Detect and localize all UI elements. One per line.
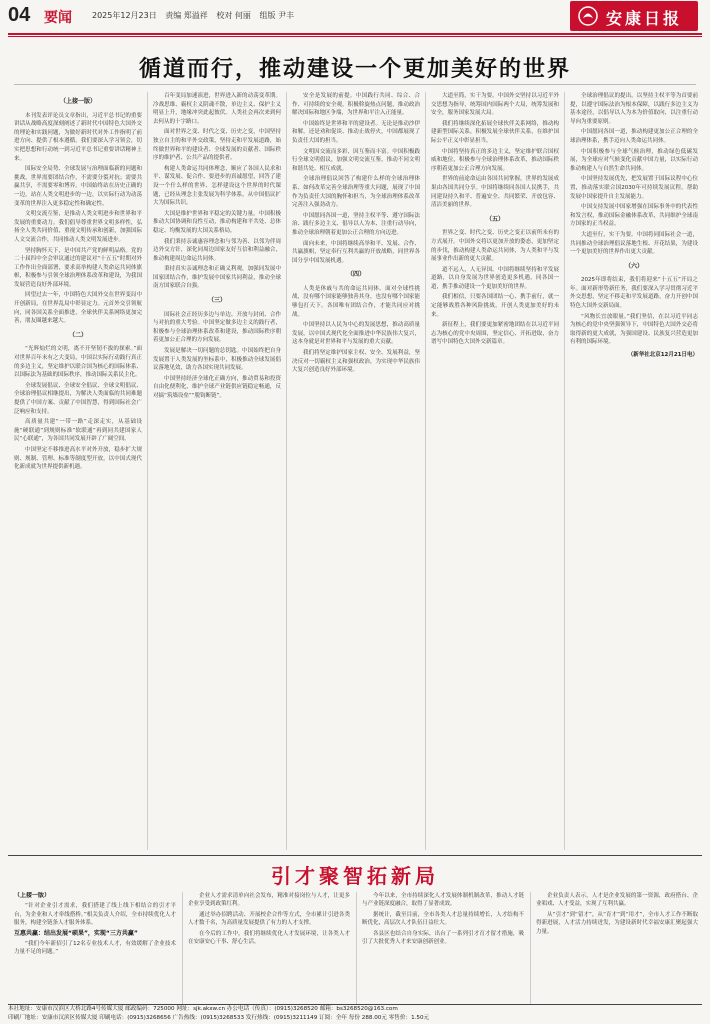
paragraph: 中国将坚持真正的多边主义，坚定维护联合国权威和地位，积极参与全球治理体系改革，推动国际秩序朝着更加公正合理方向发展。 [431, 148, 559, 172]
paragraph: 各县区也结合自身实际，出台了一系列引才育才留才措施，吸引了大批优秀人才来安康创新创业。 [362, 930, 524, 946]
paragraph: “风物长宜放眼量。”我们坚信，在以习近平同志为核心的党中央坚强领导下，中国特色大国外交必将取得新的更大成就，为强国建设、民族复兴营造更加有利的国际环境。 [570, 313, 698, 346]
proof-credit: 校对 何丽 [216, 11, 251, 20]
paragraph: “针对企业引才需求，我们搭建了线上线下相结合的引才平台，为企业和人才牵线搭桥。”相关负责人介绍，全市持续优化人才服务，构建全链条人才服务体系。 [14, 903, 176, 927]
section-marker: （上接一版） [14, 892, 51, 899]
article-column-3 [292, 92, 420, 850]
paragraph: 2025年即将结束，我们将迎来“十五五”开局之年。面对新形势新任务，我们要深入学习贯彻习近平外交思想，坚定不移走和平发展道路，奋力开创中国特色大国外交新局面。 [570, 277, 698, 310]
article-source: （新华社北京12月21日电） [627, 352, 698, 359]
paragraph: 我们将继续深化拓展全球伙伴关系网络，推动构建新型国际关系，积极发展全球伙伴关系，在维护国际公平正义中彰显担当。 [431, 120, 559, 144]
paragraph: 全球治理倡议的提出，以坚持主权平等为首要前提，以遵守国际法治为根本保障，以践行多边主义为基本途径，以倡导以人为本为价值取向，以注重行动导向为重要原则。 [570, 93, 698, 125]
subheading: 互惠共赢：结出发展“硕果”，实现“三方共赢” [14, 929, 138, 937]
paragraph: 百年变局加速演进，世界进入新的动荡变革期。冷战思维、霸权主义阴魂不散，单边主义、保护主义明显上升，地缘冲突此起彼伏。人类社会再次来到何去何从的十字路口。 [153, 93, 281, 125]
editor-credit: 责编 郑溢祥 [165, 11, 208, 20]
paragraph: 坚持胸怀天下，是中国共产党的鲜明品格。党的二十届四中全会审议通过的建议对“十五五”时期对外工作作出全面部署，要求高举构建人类命运共同体旗帜，积极参与引领全球治理体系改革和建设，为我国发展营造良好外部环境。 [14, 247, 142, 288]
article-column-4 [431, 92, 559, 850]
column-divider [425, 92, 426, 850]
section-marker: （五） [485, 215, 504, 223]
column-divider [356, 892, 357, 1004]
section-marker: （二） [68, 331, 87, 339]
paragraph: 中国愿同各国一道，推动构建更加公正合理的全球治理体系，携手迈向人类命运共同体。 [570, 129, 698, 144]
paragraph: 我们秉持亲诚惠容理念和与邻为善、以邻为伴周边外交方针，深化同周边国家友好互信和利益融合，推动构建周边命运共同体。 [153, 238, 281, 262]
layout-credit: 组版 尹丰 [259, 11, 294, 20]
paragraph: 国际社会正经历多边与单边、开放与封闭、合作与对抗的重大考验。中国坚定做多边主义的践行者，积极参与全球治理体系改革和建设，推动国际秩序朝着更加公正合理的方向发展。 [153, 311, 281, 344]
section-marker: （六） [624, 262, 643, 270]
article-column-5 [570, 92, 698, 850]
paragraph: 面向未来，中国将继续高举和平、发展、合作、共赢旗帜，坚定奉行互利共赢的开放战略，同世界各国分享中国发展机遇。 [292, 240, 420, 264]
paragraph: 文明因交流而多彩，因互鉴而丰富。中国积极践行全球文明倡议，加强文明交流互鉴，推动不同文明和谐共处、相互成就。 [292, 148, 420, 172]
article-column-1 [14, 92, 142, 850]
paragraph: 中国支持发展中国家增强在国际事务中的代表性和发言权，推动国际金融体系改革，共同维护全球南方国家的正当权益。 [570, 204, 698, 228]
article-column-2 [153, 92, 281, 850]
bottom-column-1 [14, 892, 176, 1004]
page-number: 04 [8, 4, 31, 26]
paragraph: 道不远人，人无异国。中国将继续坚持和平发展道路，以自身发展为世界创造更多机遇，同各国一道，携手推动建设一个更加美好的世界。 [431, 266, 559, 290]
column-divider [564, 92, 565, 850]
paragraph: 从“引才”到“留才”，从“育才”到“用才”，全市人才工作不断取得新进展，人才活力持续迸发，为建设新时代幸福安康汇聚起强大力量。 [536, 911, 698, 935]
page-header [0, 0, 710, 40]
paragraph: 安全是发展的前提。中国践行共同、综合、合作、可持续的安全观，积极斡旋热点问题，推动政治解决国际和地区争端，为世界和平注入正能量。 [292, 93, 420, 117]
paragraph: 人类是休戚与共的命运共同体。面对全球性挑战，没有哪个国家能够独善其身，也没有哪个国家能够包打天下。各国唯有团结合作，才能共同应对挑战。 [292, 285, 420, 318]
header-rule-thin [8, 36, 702, 37]
column-divider [147, 92, 148, 850]
paragraph: 中国积极参与全球气候治理，推动绿色低碳发展，为全球应对气候变化贡献中国力量，以实际行动推动构建人与自然生命共同体。 [570, 148, 698, 172]
issue-date: 2025年12月23日 [92, 11, 157, 20]
paragraph: “光辉灿烂的文明，离不开坚韧不拔的探索。”面对世界百年未有之大变局，中国以实际行动践行真正的多边主义，坚定维护以联合国为核心的国际体系、以国际法为基础的国际秩序，推动国际关系民主化。 [14, 346, 142, 379]
paragraph: 大国是维护世界和平稳定的关键力量。中国积极推动大国协调和良性互动，推动构建和平共处、总体稳定、均衡发展的大国关系格局。 [153, 210, 281, 234]
paragraph: 面对世界之变、时代之变、历史之变，中国坚持独立自主的和平外交政策，坚持走和平发展道路，始终做世界和平的建设者、全球发展的贡献者、国际秩序的维护者、公共产品的提供者。 [153, 129, 281, 162]
paragraph: 我们相信，只要各国团结一心、携手前行，就一定能够战胜各种风险挑战，开创人类更加美好的未来。 [431, 294, 559, 318]
paragraph: 发展是解决一切问题的总钥匙。中国始终把自身发展置于人类发展的坐标系中，积极推动全球发展倡议落地见效，助力各国实现共同发展。 [153, 348, 281, 372]
section-name: 要闻 [44, 10, 72, 26]
paragraph: 我们将坚定维护国家主权、安全、发展利益，坚决反对一切霸权主义和强权政治，为实现中华民族伟大复兴创造良好外部环境。 [292, 350, 420, 374]
section-marker: （三） [207, 297, 226, 305]
paragraph: 企业人才需求清单向社会发布，精准对接岗位与人才，让更多企业享受到政策红利。 [188, 893, 350, 908]
paragraph: 国际安全局势、全球发展与治理面临新的问题和挑战，世界需要团结合作，不需要分裂对抗；需要共赢共享，不需要零和博弈。中国始终站在历史正确的一边，站在人类文明进步的一边，以实际行动为动荡变革的世界注入更多稳定性和确定性。 [14, 166, 142, 207]
paragraph: 中国坚定不移推进高水平对外开放，稳步扩大规则、规制、管理、标准等制度型开放，以中国式现代化新成就为世界提供新机遇。 [14, 446, 142, 471]
footer [8, 1004, 702, 1024]
paragraph: 通过举办招聘活动、开展校企合作等方式，全市累计引进各类人才数千名，为高质量发展提供了有力的人才支撑。 [188, 911, 350, 927]
header-rule [8, 33, 702, 35]
column-divider [286, 92, 287, 850]
footer-line-2: 印刷厂地址：安康市汉滨区传媒大厦 印刷电话：(0915)3268656 广告热线：(0915)3268533 发行热线：(0915)3211149 订阅：全年 每份 288.00元 零售价：1.50元 [8, 1015, 430, 1021]
section-marker: （上接一版） [59, 98, 96, 105]
masthead-logo-icon [578, 6, 598, 26]
paragraph: 全球发展倡议、全球安全倡议、全球文明倡议、全球治理倡议相继提出，为解决人类面临的共同难题提供了中国方案、贡献了中国智慧，得到国际社会广泛响应和支持。 [14, 382, 142, 415]
bottom-column-2 [188, 892, 350, 1004]
masthead [570, 1, 698, 31]
header-meta [92, 10, 300, 21]
bottom-column-3 [362, 892, 524, 1004]
paragraph: 世界的前途命运由各国共同掌握，世界的发展成果由各国共同分享。中国将继续同各国人民携手，共同建设持久和平、普遍安全、共同繁荣、开放包容、清洁美丽的世界。 [431, 176, 559, 209]
paragraph: 文明交流互鉴，是推动人类文明进步和世界和平发展的重要动力。我们倡导尊重世界文明多样性，弘扬全人类共同价值，重视文明传承和创新，加强国际人文交流合作，共同推动人类文明发展进步。 [14, 211, 142, 243]
paragraph: 企业负责人表示，人才是企业发展的第一资源，政府搭台、企业唱戏、人才受益，实现了互利共赢。 [536, 893, 698, 908]
paragraph: 本刊发表评论员文章指出，习近平总书记的重要讲话从战略高度深刻阐述了新时代中国特色大国外交的理论和实践问题，为做好新时代对外工作指明了前进方向、提供了根本遵循。我们要深入学习领会，切实把思想和行动统一到习近平总书记重要讲话精神上来。 [14, 112, 142, 162]
article-title: 循道而行，推动建设一个更加美好的世界 [138, 56, 571, 82]
title-rule [14, 84, 696, 85]
paragraph: “我们今年新招引了12名专业技术人才，有效缓解了企业技术力量不足的问题。” [14, 941, 176, 956]
paragraph: 大道至简，实干为要。中国外交坚持以习近平外交思想为指导，统筹国内国际两个大局，统筹发展和安全，服务国家发展大局。 [431, 93, 559, 117]
paragraph: 世界之变、时代之变、历史之变正以前所未有的方式展开。中国外交将以更加开放的姿态，更加坚定的步伐，推动构建人类命运共同体，为人类和平与发展事业作出新的更大贡献。 [431, 230, 559, 263]
bottom-rule [8, 855, 702, 856]
paragraph: 中国坚持发展优先，把发展置于国际议程中心位置，推动落实联合国2030年可持续发展议程，帮助发展中国家提升自主发展能力。 [570, 176, 698, 200]
section-marker: （四） [346, 271, 365, 279]
paragraph: 今年以来，全市持续深化人才发展体制机制改革，推动人才链与产业链深度融合，取得了显著成效。 [362, 893, 524, 908]
masthead-name: 安康日报 [606, 9, 683, 28]
paragraph: 在今后的工作中，我们将继续优化人才发展环境，让各类人才在安康安心干事、舒心生活。 [188, 930, 350, 946]
paragraph: 回望过去一年，中国特色大国外交在世界变局中开创新局，在世界乱局中彰显定力。元首外交引领航向，同各国关系全面推进，全球伙伴关系网络更加完善，朋友圈越来越大。 [14, 292, 142, 325]
paragraph: 中国始终是世界和平的建设者。无论是推动沙伊和解，还是劝和促谈、推动止战停火，中国都展现了负责任大国的担当。 [292, 120, 420, 144]
footer-line-1: 本社地址：安康市汉滨区大桥北路4号传媒大厦 邮政编码：725000 网址：sjk.akxw.cn 办公电话（传真）：(0915)3268520 邮箱：bs3268520@163.com [8, 1006, 398, 1012]
paragraph: 高质量共建“一带一路”走深走实，从基础设施“硬联通”到规则标准“软联通”再到同共建国家人民“心联通”，为各国共同发展开辟了广阔空间。 [14, 419, 142, 443]
bottom-headline: 引才聚智拓新局 [271, 864, 439, 888]
paragraph: 中国坚持以人民为中心的发展思想，推动高质量发展，以中国式现代化全面推进中华民族伟大复兴，这本身就是对世界和平与发展的重大贡献。 [292, 322, 420, 346]
bottom-column-4 [536, 892, 698, 1004]
column-divider [530, 892, 531, 1004]
paragraph: 新征程上，我们要更加紧密地团结在以习近平同志为核心的党中央周围，坚定信心、开拓进取，奋力谱写中国特色大国外交新篇章。 [431, 322, 559, 346]
paragraph: 秉持真实亲诚理念和正确义利观，加强同发展中国家团结合作，维护发展中国家共同利益，推动全球南方国家联合自强。 [153, 266, 281, 290]
paragraph: 中国愿同各国一道，坚持主权平等、遵守国际法治、践行多边主义、倡导以人为本、注重行动导向，推动全球治理朝着更加公正合理的方向迈进。 [292, 212, 420, 236]
paragraph: 中国坚持经济全球化正确方向，推动贸易和投资自由化便利化，维护全球产业链供应链稳定畅通，反对搞“筑墙设垒”“脱钩断链”。 [153, 375, 281, 399]
paragraph: 据统计，截至目前，全市各类人才总量持续增长，人才结构不断优化，高层次人才队伍日益壮大。 [362, 911, 524, 927]
paragraph: 构建人类命运共同体理念，顺应了各国人民求和平、谋发展、促合作、要进步的真诚愿望，回答了建设一个什么样的世界、怎样建设这个世界的时代课题，已经从理念主张发展为科学体系，从中国倡议扩大为国际共识。 [153, 165, 281, 207]
paragraph: 大道至行，实干为要。中国将同国际社会一道，共同推动全球治理倡议落地生根、开花结果，为建设一个更加美好的世界作出更大贡献。 [570, 231, 698, 256]
paragraph: 全球治理倡议回答了构建什么样的全球治理体系、如何改革完善全球治理等重大问题，展现了中国作为负责任大国的胸怀和担当，为全球治理体系改革完善注入强劲动力。 [292, 176, 420, 209]
column-divider [182, 892, 183, 1004]
